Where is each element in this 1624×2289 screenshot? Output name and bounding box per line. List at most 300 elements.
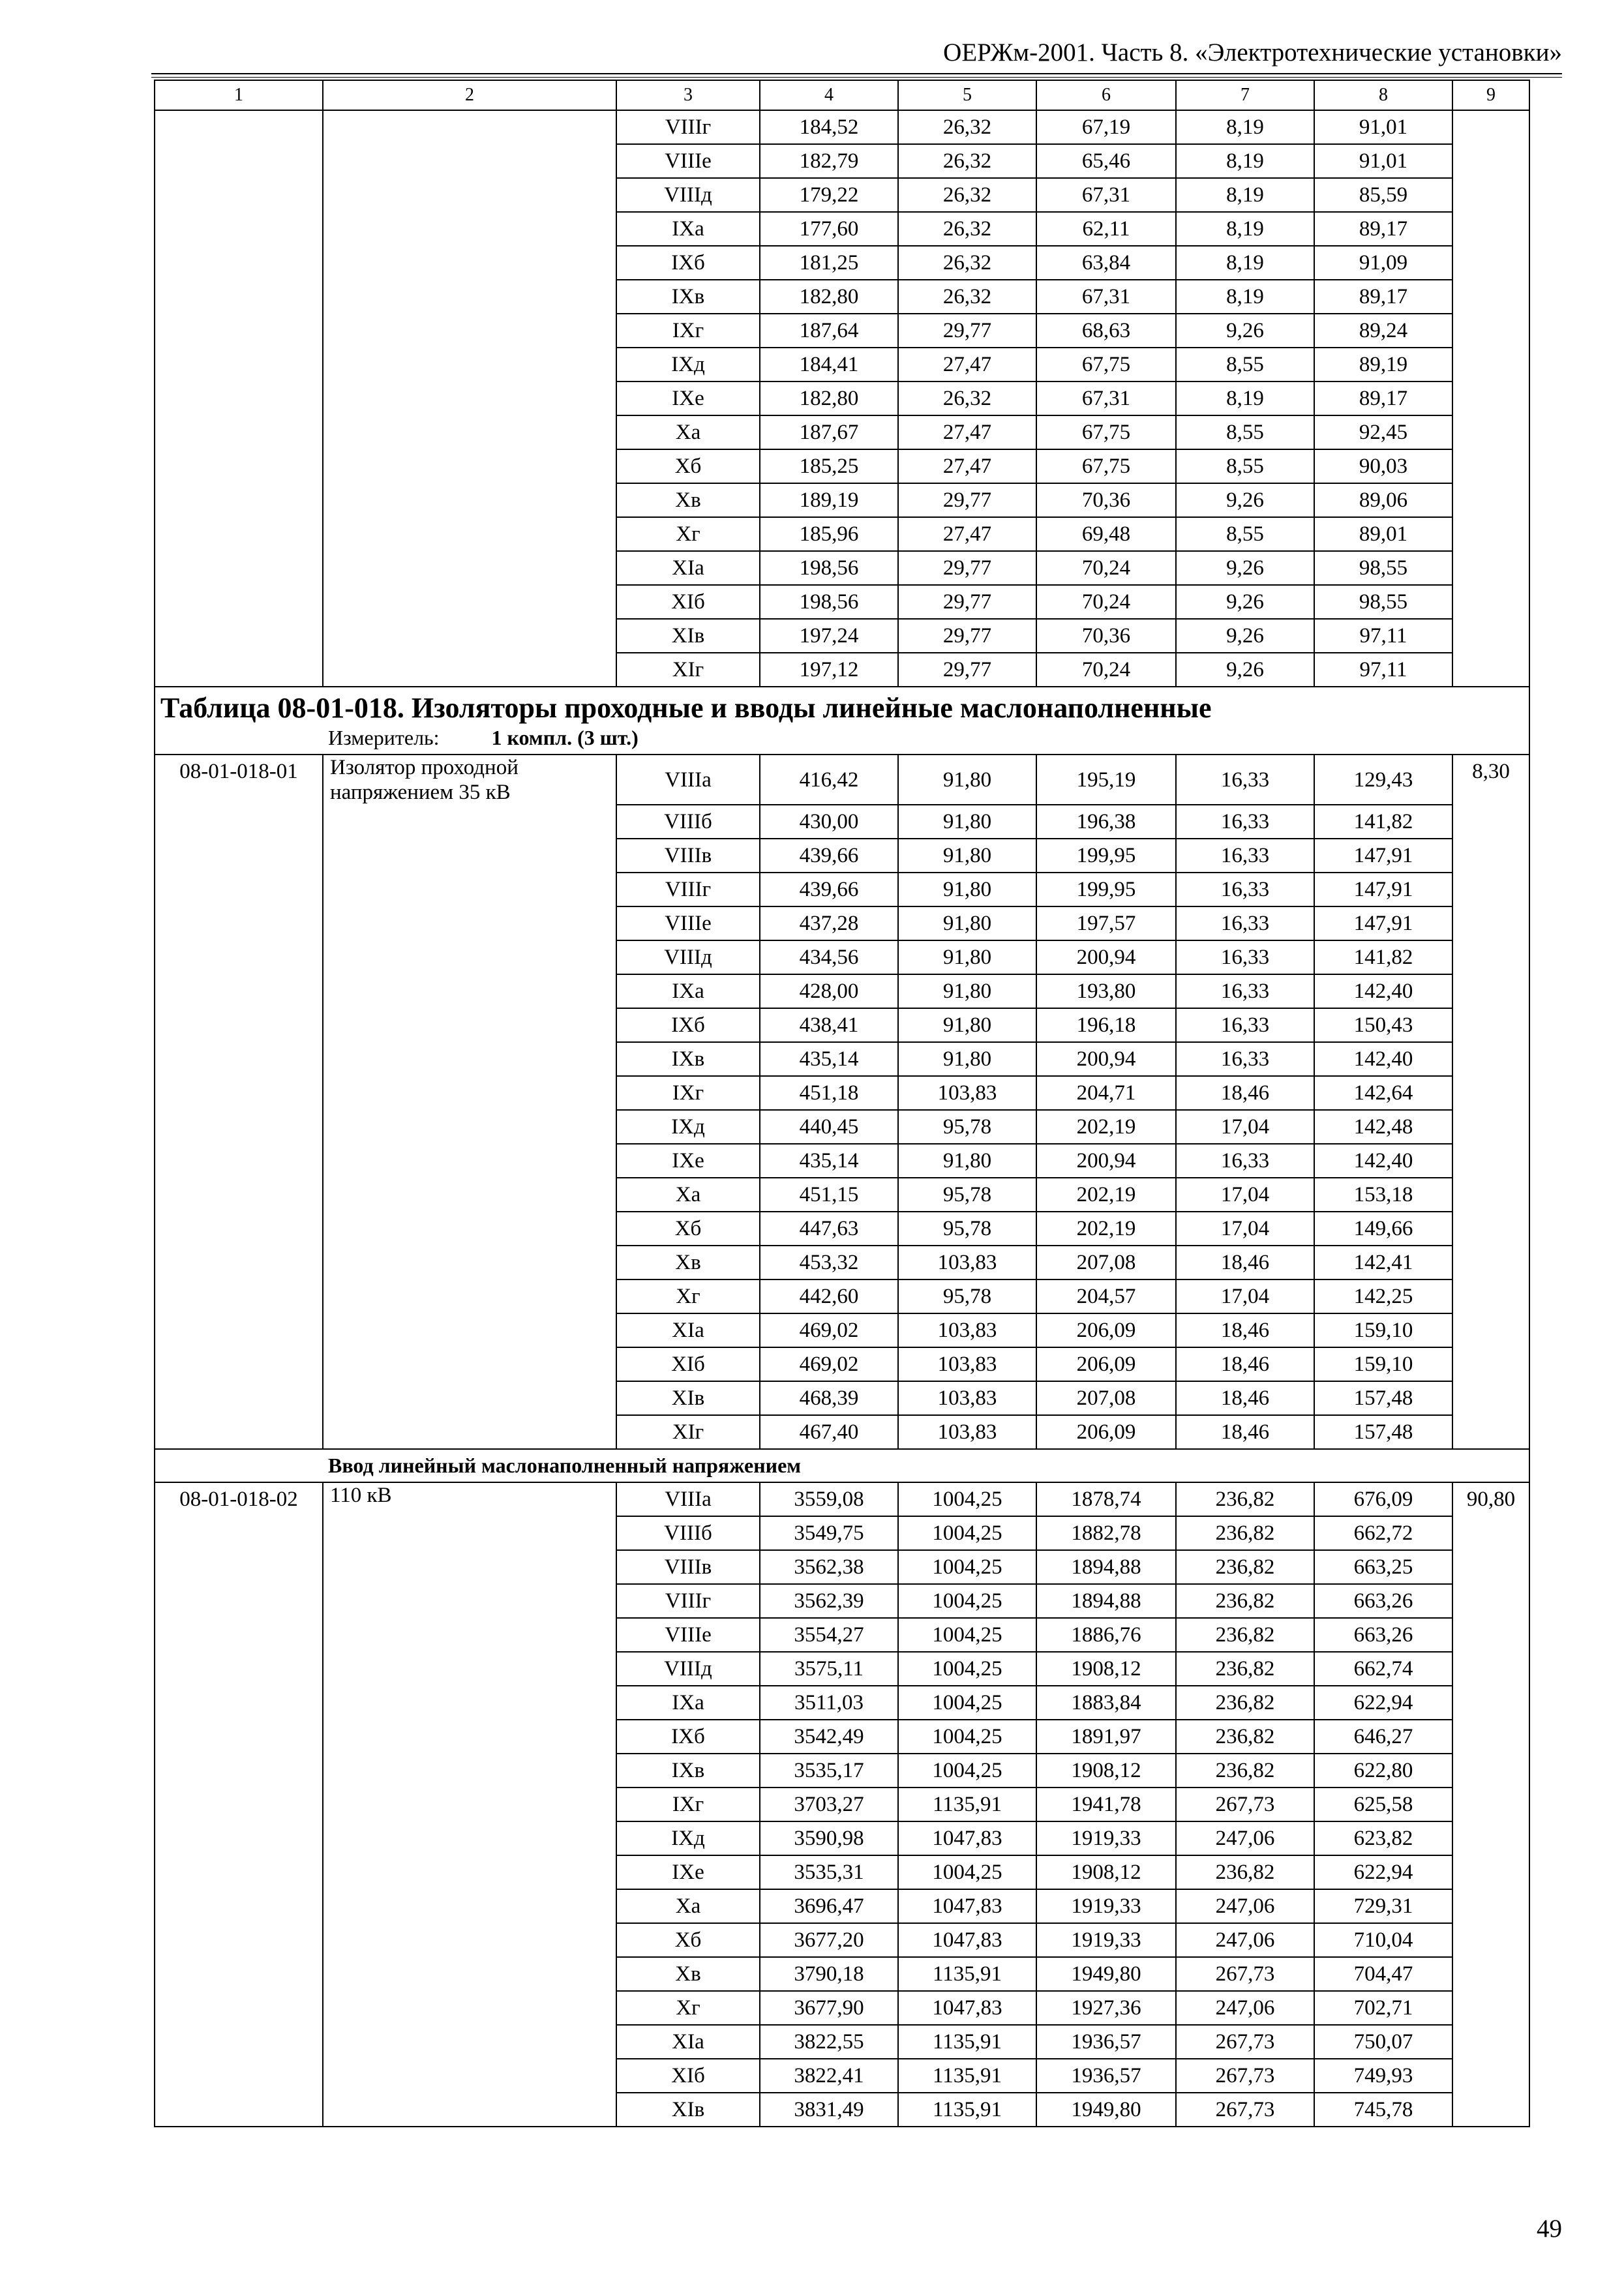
table-row — [155, 1584, 1529, 1618]
table-row — [155, 805, 1529, 839]
zone-cell: IXе — [616, 1855, 760, 1889]
zone-cell: VIIIд — [616, 178, 760, 212]
value-cell: 184,52 — [760, 110, 898, 144]
value-cell: 8,19 — [1176, 178, 1314, 212]
value-cell: 159,10 — [1314, 1347, 1452, 1381]
table-row — [155, 1991, 1529, 2025]
value-cell: 8,55 — [1176, 449, 1314, 483]
name-cell — [323, 1720, 616, 1754]
value-cell: 1908,12 — [1036, 1754, 1176, 1788]
zone-cell: Xб — [616, 1212, 760, 1246]
zone-cell: VIIIа — [616, 755, 760, 805]
zone-cell: XIб — [616, 1347, 760, 1381]
value-cell: 236,82 — [1176, 1584, 1314, 1618]
zone-cell: XIа — [616, 551, 760, 585]
value-cell: 185,96 — [760, 517, 898, 551]
value-cell: 3822,55 — [760, 2025, 898, 2059]
zone-cell: Xг — [616, 1279, 760, 1313]
mass-cell — [1452, 873, 1529, 906]
name-cell — [323, 873, 616, 906]
mass-cell — [1452, 1720, 1529, 1754]
code-cell — [155, 1008, 323, 1042]
subheader-cell — [155, 1449, 1529, 1482]
name-cell — [323, 1246, 616, 1279]
value-cell: 89,17 — [1314, 280, 1452, 314]
table-row — [155, 1821, 1529, 1855]
value-cell: 1004,25 — [898, 1652, 1036, 1686]
name-cell — [323, 585, 616, 619]
value-cell: 247,06 — [1176, 1821, 1314, 1855]
value-cell: 1883,84 — [1036, 1686, 1176, 1720]
mass-cell — [1452, 1313, 1529, 1347]
name-cell — [323, 1991, 616, 2025]
value-cell: 157,48 — [1314, 1381, 1452, 1415]
mass-cell — [1452, 1652, 1529, 1686]
mass-cell — [1452, 280, 1529, 314]
value-cell: 70,24 — [1036, 551, 1176, 585]
value-cell: 18,46 — [1176, 1347, 1314, 1381]
code-cell — [155, 314, 323, 348]
value-cell: 1004,25 — [898, 1482, 1036, 1516]
value-cell: 8,55 — [1176, 517, 1314, 551]
value-cell: 97,11 — [1314, 619, 1452, 653]
value-cell: 89,01 — [1314, 517, 1452, 551]
value-cell: 26,32 — [898, 110, 1036, 144]
code-cell — [155, 1584, 323, 1618]
value-cell: 3559,08 — [760, 1482, 898, 1516]
value-cell: 184,41 — [760, 348, 898, 382]
value-cell: 16,33 — [1176, 974, 1314, 1008]
value-cell: 16,33 — [1176, 839, 1314, 873]
value-cell: 3575,11 — [760, 1652, 898, 1686]
running-header: ОЕРЖм-2001. Часть 8. «Электротехнические установки» — [943, 38, 1562, 67]
value-cell: 3822,41 — [760, 2059, 898, 2093]
value-cell: 67,75 — [1036, 449, 1176, 483]
name-cell — [323, 1042, 616, 1076]
zone-cell: VIIIд — [616, 940, 760, 974]
value-cell: 1891,97 — [1036, 1720, 1176, 1754]
value-cell: 26,32 — [898, 246, 1036, 280]
value-cell: 98,55 — [1314, 585, 1452, 619]
value-cell: 1882,78 — [1036, 1516, 1176, 1550]
mass-cell — [1452, 1212, 1529, 1246]
code-cell — [155, 246, 323, 280]
zone-cell: VIIIе — [616, 906, 760, 940]
value-cell: 17,04 — [1176, 1212, 1314, 1246]
code-cell — [155, 1144, 323, 1178]
mass-cell — [1452, 1042, 1529, 1076]
value-cell: 662,72 — [1314, 1516, 1452, 1550]
zone-cell: IXб — [616, 1008, 760, 1042]
mass-cell — [1452, 246, 1529, 280]
subheader-row — [155, 1449, 1529, 1482]
code-cell — [155, 873, 323, 906]
value-cell: 198,56 — [760, 551, 898, 585]
code-cell — [155, 178, 323, 212]
value-cell: 236,82 — [1176, 1618, 1314, 1652]
value-cell: 623,82 — [1314, 1821, 1452, 1855]
value-cell: 3535,31 — [760, 1855, 898, 1889]
value-cell: 18,46 — [1176, 1246, 1314, 1279]
value-cell: 18,46 — [1176, 1415, 1314, 1449]
value-cell: 70,36 — [1036, 619, 1176, 653]
value-cell: 103,83 — [898, 1076, 1036, 1110]
table-row — [155, 483, 1529, 517]
code-cell — [155, 2025, 323, 2059]
code-cell — [155, 1821, 323, 1855]
value-cell: 9,26 — [1176, 653, 1314, 687]
mass-cell — [1452, 805, 1529, 839]
zone-cell: Xг — [616, 517, 760, 551]
value-cell: 202,19 — [1036, 1110, 1176, 1144]
value-cell: 97,11 — [1314, 653, 1452, 687]
value-cell: 622,80 — [1314, 1754, 1452, 1788]
name-cell — [323, 1584, 616, 1618]
table-row — [155, 940, 1529, 974]
value-cell: 91,80 — [898, 755, 1036, 805]
value-cell: 91,80 — [898, 974, 1036, 1008]
value-cell: 207,08 — [1036, 1246, 1176, 1279]
code-cell — [155, 1415, 323, 1449]
value-cell: 197,24 — [760, 619, 898, 653]
value-cell: 199,95 — [1036, 839, 1176, 873]
code-cell: 08-01-018-02 — [155, 1482, 323, 1516]
value-cell: 267,73 — [1176, 2059, 1314, 2093]
table-row — [155, 246, 1529, 280]
mass-cell — [1452, 1754, 1529, 1788]
value-cell: 8,19 — [1176, 144, 1314, 178]
code-cell — [155, 1246, 323, 1279]
code-cell — [155, 805, 323, 839]
value-cell: 199,95 — [1036, 873, 1176, 906]
header-rule — [151, 73, 1562, 74]
value-cell: 18,46 — [1176, 1381, 1314, 1415]
column-number-row — [155, 80, 1529, 110]
table-row — [155, 1720, 1529, 1754]
value-cell: 65,46 — [1036, 144, 1176, 178]
zone-cell: XIг — [616, 653, 760, 687]
table-row — [155, 653, 1529, 687]
name-cell — [323, 1652, 616, 1686]
value-cell: 3511,03 — [760, 1686, 898, 1720]
value-cell: 8,19 — [1176, 110, 1314, 144]
value-cell: 91,80 — [898, 839, 1036, 873]
column-number: 7 — [1176, 80, 1314, 110]
column-number: 3 — [616, 80, 760, 110]
table-row — [155, 1076, 1529, 1110]
value-cell: 67,31 — [1036, 382, 1176, 415]
code-cell — [155, 1212, 323, 1246]
zone-cell: VIIIв — [616, 839, 760, 873]
code-cell — [155, 1178, 323, 1212]
value-cell: 247,06 — [1176, 1991, 1314, 2025]
mass-cell — [1452, 1516, 1529, 1550]
value-cell: 236,82 — [1176, 1516, 1314, 1550]
value-cell: 469,02 — [760, 1313, 898, 1347]
mass-cell — [1452, 382, 1529, 415]
value-cell: 206,09 — [1036, 1313, 1176, 1347]
code-cell — [155, 1347, 323, 1381]
zone-cell: VIIIе — [616, 144, 760, 178]
zone-cell: IXд — [616, 1110, 760, 1144]
mass-cell — [1452, 1855, 1529, 1889]
value-cell: 129,43 — [1314, 755, 1452, 805]
mass-cell — [1452, 1076, 1529, 1110]
value-cell: 70,24 — [1036, 585, 1176, 619]
mass-cell — [1452, 314, 1529, 348]
value-cell: 16,33 — [1176, 906, 1314, 940]
value-cell: 182,80 — [760, 382, 898, 415]
table-row — [155, 839, 1529, 873]
value-cell: 247,06 — [1176, 1923, 1314, 1957]
code-cell — [155, 483, 323, 517]
value-cell: 16,33 — [1176, 1008, 1314, 1042]
zone-cell: XIа — [616, 1313, 760, 1347]
value-cell: 467,40 — [760, 1415, 898, 1449]
value-cell: 3535,17 — [760, 1754, 898, 1788]
name-cell — [323, 280, 616, 314]
value-cell: 1919,33 — [1036, 1923, 1176, 1957]
value-cell: 1047,83 — [898, 1991, 1036, 2025]
value-cell: 435,14 — [760, 1144, 898, 1178]
value-cell: 267,73 — [1176, 2025, 1314, 2059]
name-cell — [323, 1957, 616, 1991]
code-cell — [155, 1076, 323, 1110]
zone-cell: IXа — [616, 1686, 760, 1720]
zone-cell: Xа — [616, 1889, 760, 1923]
mass-cell — [1452, 906, 1529, 940]
value-cell: 1919,33 — [1036, 1821, 1176, 1855]
value-cell: 3790,18 — [760, 1957, 898, 1991]
mass-cell — [1452, 1584, 1529, 1618]
code-cell — [155, 906, 323, 940]
value-cell: 67,75 — [1036, 348, 1176, 382]
value-cell: 91,80 — [898, 906, 1036, 940]
zone-cell: Xб — [616, 449, 760, 483]
name-cell — [323, 2059, 616, 2093]
value-cell: 27,47 — [898, 517, 1036, 551]
value-cell: 439,66 — [760, 839, 898, 873]
value-cell: 189,19 — [760, 483, 898, 517]
table-row — [155, 1482, 1529, 1516]
code-cell — [155, 449, 323, 483]
value-cell: 247,06 — [1176, 1889, 1314, 1923]
value-cell: 416,42 — [760, 755, 898, 805]
value-cell: 29,77 — [898, 653, 1036, 687]
value-cell: 177,60 — [760, 212, 898, 246]
table-row — [155, 1618, 1529, 1652]
value-cell: 62,11 — [1036, 212, 1176, 246]
value-cell: 1047,83 — [898, 1889, 1036, 1923]
value-cell: 70,36 — [1036, 483, 1176, 517]
code-cell — [155, 1550, 323, 1584]
value-cell: 91,80 — [898, 805, 1036, 839]
table-row — [155, 1686, 1529, 1720]
value-cell: 1936,57 — [1036, 2025, 1176, 2059]
column-number: 2 — [323, 80, 616, 110]
table-row — [155, 974, 1529, 1008]
value-cell: 16,33 — [1176, 940, 1314, 974]
value-cell: 147,91 — [1314, 839, 1452, 873]
value-cell: 1004,25 — [898, 1686, 1036, 1720]
name-cell — [323, 1686, 616, 1720]
value-cell: 1908,12 — [1036, 1652, 1176, 1686]
zone-cell: IXе — [616, 382, 760, 415]
code-cell — [155, 348, 323, 382]
code-cell — [155, 517, 323, 551]
code-cell — [155, 940, 323, 974]
zone-cell: XIб — [616, 585, 760, 619]
table-row — [155, 1754, 1529, 1788]
name-cell — [323, 110, 616, 144]
value-cell: 95,78 — [898, 1212, 1036, 1246]
table-row — [155, 873, 1529, 906]
name-cell — [323, 1212, 616, 1246]
name-cell: 110 кВ — [323, 1482, 616, 1516]
mass-cell — [1452, 144, 1529, 178]
table-row — [155, 449, 1529, 483]
name-cell — [323, 1279, 616, 1313]
code-cell — [155, 1720, 323, 1754]
value-cell: 142,25 — [1314, 1279, 1452, 1313]
mass-cell — [1452, 483, 1529, 517]
name-cell — [323, 449, 616, 483]
value-cell: 1047,83 — [898, 1821, 1036, 1855]
table-row — [155, 314, 1529, 348]
value-cell: 200,94 — [1036, 1144, 1176, 1178]
mass-cell — [1452, 839, 1529, 873]
value-cell: 89,17 — [1314, 382, 1452, 415]
value-cell: 3542,49 — [760, 1720, 898, 1754]
name-cell — [323, 551, 616, 585]
value-cell: 3696,47 — [760, 1889, 898, 1923]
value-cell: 646,27 — [1314, 1720, 1452, 1754]
name-cell — [323, 415, 616, 449]
value-cell: 95,78 — [898, 1178, 1036, 1212]
mass-cell: 8,30 — [1452, 755, 1529, 805]
zone-cell: IXа — [616, 212, 760, 246]
mass-cell: 90,80 — [1452, 1482, 1529, 1516]
column-number: 4 — [760, 80, 898, 110]
zone-cell: VIIIб — [616, 1516, 760, 1550]
value-cell: 147,91 — [1314, 906, 1452, 940]
value-cell: 16,33 — [1176, 755, 1314, 805]
value-cell: 1004,25 — [898, 1754, 1036, 1788]
zone-cell: XIв — [616, 1381, 760, 1415]
value-cell: 26,32 — [898, 382, 1036, 415]
value-cell: 236,82 — [1176, 1482, 1314, 1516]
value-cell: 89,19 — [1314, 348, 1452, 382]
name-cell — [323, 212, 616, 246]
zone-cell: Xа — [616, 1178, 760, 1212]
value-cell: 3831,49 — [760, 2093, 898, 2127]
value-cell: 430,00 — [760, 805, 898, 839]
value-cell: 440,45 — [760, 1110, 898, 1144]
value-cell: 8,55 — [1176, 348, 1314, 382]
mass-cell — [1452, 1008, 1529, 1042]
name-cell — [323, 1821, 616, 1855]
value-cell: 206,09 — [1036, 1347, 1176, 1381]
value-cell: 1949,80 — [1036, 1957, 1176, 1991]
value-cell: 185,25 — [760, 449, 898, 483]
value-cell: 103,83 — [898, 1415, 1036, 1449]
mass-cell — [1452, 653, 1529, 687]
zone-cell: IXв — [616, 280, 760, 314]
value-cell: 267,73 — [1176, 2093, 1314, 2127]
code-cell — [155, 1110, 323, 1144]
page-number: 49 — [1537, 2215, 1562, 2243]
table-row — [155, 1889, 1529, 1923]
mass-cell — [1452, 517, 1529, 551]
value-cell: 153,18 — [1314, 1178, 1452, 1212]
column-number: 8 — [1314, 80, 1452, 110]
name-cell: Изолятор проходной напряжением 35 кВ — [323, 755, 616, 805]
value-cell: 622,94 — [1314, 1686, 1452, 1720]
table-row — [155, 1652, 1529, 1686]
table-row — [155, 551, 1529, 585]
zone-cell: Xа — [616, 415, 760, 449]
mass-cell — [1452, 1110, 1529, 1144]
mass-cell — [1452, 1991, 1529, 2025]
table-row — [155, 1855, 1529, 1889]
table-row — [155, 1246, 1529, 1279]
zone-cell: Xв — [616, 1957, 760, 1991]
value-cell: 18,46 — [1176, 1313, 1314, 1347]
name-cell — [323, 1415, 616, 1449]
zone-cell: VIIIе — [616, 1618, 760, 1652]
value-cell: 236,82 — [1176, 1686, 1314, 1720]
zone-cell: VIIIв — [616, 1550, 760, 1584]
zone-cell: VIIIг — [616, 1584, 760, 1618]
value-cell: 91,01 — [1314, 144, 1452, 178]
name-cell — [323, 1076, 616, 1110]
code-cell — [155, 1991, 323, 2025]
value-cell: 70,24 — [1036, 653, 1176, 687]
value-cell: 98,55 — [1314, 551, 1452, 585]
table-row — [155, 1381, 1529, 1415]
value-cell: 204,71 — [1036, 1076, 1176, 1110]
value-cell: 663,26 — [1314, 1618, 1452, 1652]
value-cell: 702,71 — [1314, 1991, 1452, 2025]
value-cell: 27,47 — [898, 348, 1036, 382]
code-cell — [155, 144, 323, 178]
header-rule-thin — [151, 77, 1562, 78]
value-cell: 3562,38 — [760, 1550, 898, 1584]
value-cell: 625,58 — [1314, 1788, 1452, 1821]
value-cell: 749,93 — [1314, 2059, 1452, 2093]
value-cell: 1936,57 — [1036, 2059, 1176, 2093]
value-cell: 236,82 — [1176, 1550, 1314, 1584]
table-row — [155, 517, 1529, 551]
zone-cell: IXд — [616, 348, 760, 382]
table-row — [155, 1110, 1529, 1144]
code-cell — [155, 2093, 323, 2127]
code-cell — [155, 653, 323, 687]
value-cell: 1894,88 — [1036, 1550, 1176, 1584]
value-cell: 1047,83 — [898, 1923, 1036, 1957]
table-row — [155, 382, 1529, 415]
table-row — [155, 1313, 1529, 1347]
zone-cell: XIа — [616, 2025, 760, 2059]
name-cell — [323, 382, 616, 415]
table-row — [155, 1144, 1529, 1178]
zone-cell: IXе — [616, 1144, 760, 1178]
value-cell: 1135,91 — [898, 2059, 1036, 2093]
zone-cell: XIг — [616, 1415, 760, 1449]
value-cell: 469,02 — [760, 1347, 898, 1381]
value-cell: 150,43 — [1314, 1008, 1452, 1042]
name-cell — [323, 974, 616, 1008]
